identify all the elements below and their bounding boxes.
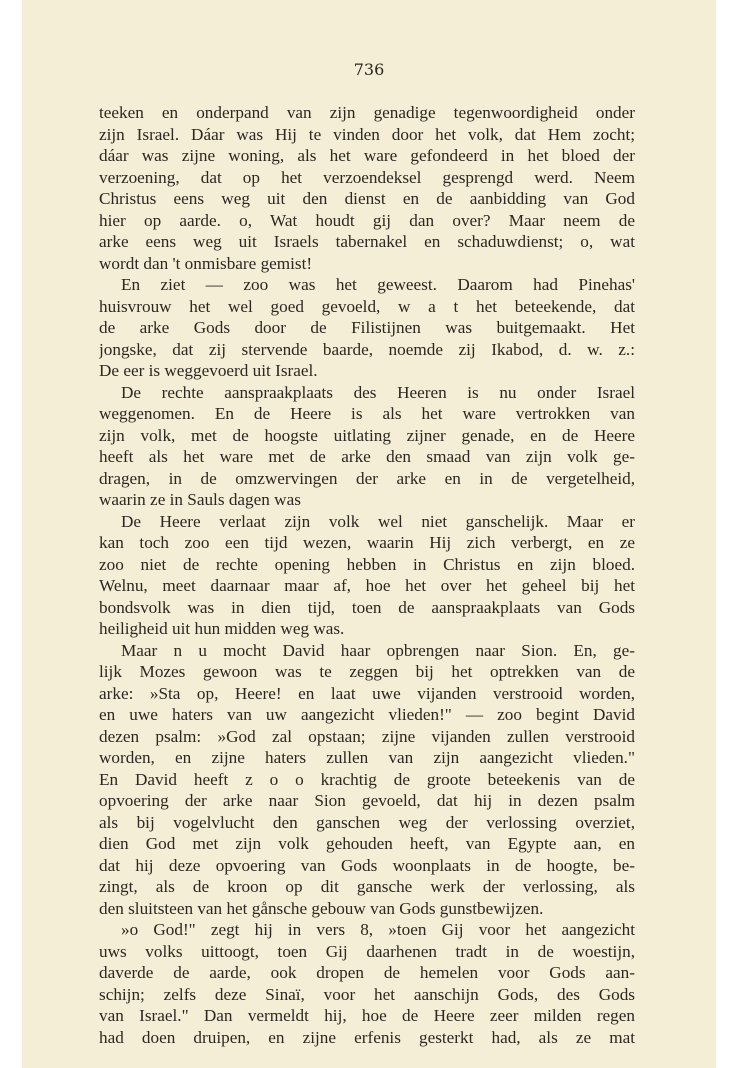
text-line: arke: »Sta op, Heere! en laat uwe vijanden verstrooid worden, [99,683,635,703]
text-line: dragen, in de omzwervingen der arke en in de vergetelheid, [99,468,635,488]
text-line: en uwe haters van uw aangezicht vlieden!" — zoo begint David [99,705,635,724]
text-line: teeken en onderpand van zijn genadige tegenwoordigheid onder [99,103,635,122]
text-line: Welnu, meet daarnaar maar af, hoe het over het geheel bij het [99,576,635,595]
page-number: 736 [353,60,385,79]
text-line: De rechte aanspraakplaats des Heeren is nu onder Israel [121,382,635,402]
text-line: van Israel." Dan vermeldt hij, hoe de Heere zeer milden regen [99,1006,635,1025]
text-line: worden, en zijne haters zullen van zijn aangezicht vlieden." [99,748,635,767]
text-line: heeft als het ware met de arke den smaad van zijn volk ge- [99,447,635,466]
body-text [99,102,635,1048]
text-line: wordt dan 't onmisbare gemist! [99,253,313,273]
text-line: daverde de aarde, ook dropen de hemelen voor Gods aan- [99,963,635,982]
text-line: lijk Mozes gewoon was te zeggen bij het optrekken van de [99,662,635,681]
text-line: kan toch zoo een tijd wezen, waarin Hij zich verbergt, en ze [99,533,635,552]
text-line: zijn Israel. Dáar was Hij te vinden door het volk, dat Hem zocht; [99,124,635,144]
book-page [22,0,716,1068]
text-line: zingt, als de kroon op dit gansche werk der verlossing, als [99,877,635,896]
text-line: zijn volk, met de hoogste uitlating zijner genade, en de Heere [99,425,635,445]
text-line: had doen druipen, en zijne erfenis gesterkt had, als ze mat [99,1027,635,1047]
text-line: dien God met zijn volk gehouden heeft, van Egypte aan, en [99,834,635,853]
text-line: als bij vogelvlucht den ganschen weg der verlossing overziet, [99,812,635,832]
text-line: En David heeft z o o krachtig de groote beteekenis van de [99,769,635,789]
text-line: dezen psalm: »God zal opstaan; zijne vijanden zullen verstrooid [99,726,635,746]
text-line: weggenomen. En de Heere is als het ware vertrokken van [99,404,635,423]
text-line: heiligheid uit hun midden weg was. [99,619,345,638]
text-line: waarin ze in Sauls dagen was [99,490,301,509]
text-line: de arke Gods door de Filistijnen was buitgemaakt. Het [99,318,635,337]
text-line: En ziet — zoo was het geweest. Daarom had Pinehas' [121,275,635,294]
text-line: dat hij deze opvoering van Gods woonplaats in de hoogte, be- [99,855,635,875]
text-line: den sluitsteen van het gånsche gebouw van Gods gunstbewijzen. [99,898,544,918]
text-line: jongske, dat zij stervende baarde, noemde zij Ikabod, d. w. z.: [99,339,635,359]
text-line: huisvrouw het wel goed gevoeld, w a t het beteekende, dat [99,296,635,316]
text-line: schijn; zelfs deze Sinaï, voor het aanschijn Gods, des Gods [99,984,635,1004]
text-line: verzoening, dat op het verzoendeksel gesprengd werd. Neem [99,167,635,187]
text-line: De Heere verlaat zijn volk wel niet ganschelijk. Maar er [121,511,635,531]
text-line: De eer is weggevoerd uit Israel. [99,361,318,380]
text-line: »o God!" zegt hij in vers 8, »toen Gij voor het aangezicht [121,920,635,939]
text-line: opvoering der arke naar Sion gevoeld, dat hij in dezen psalm [99,791,635,810]
text-line: arke eens weg uit Israels tabernakel en schaduwdienst; o, wat [99,232,635,251]
text-line: uws volks uittoogt, toen Gij daarhenen tradt in de woestijn, [99,941,635,961]
text-line: Christus eens weg uit den dienst en de aanbidding van God [99,189,635,208]
text-line: dáar was zijne woning, als het ware gefondeerd in het bloed der [99,146,635,165]
text-line: Maar n u mocht David haar opbrengen naar Sion. En, ge- [121,640,635,660]
text-line: hier op aarde. o, Wat houdt gij dan over? Maar neem de [99,210,635,230]
text-line: bondsvolk was in dien tijd, toen de aanspraakplaats van Gods [99,597,635,617]
text-line: zoo niet de rechte opening hebben in Christus en zijn bloed. [99,554,635,574]
